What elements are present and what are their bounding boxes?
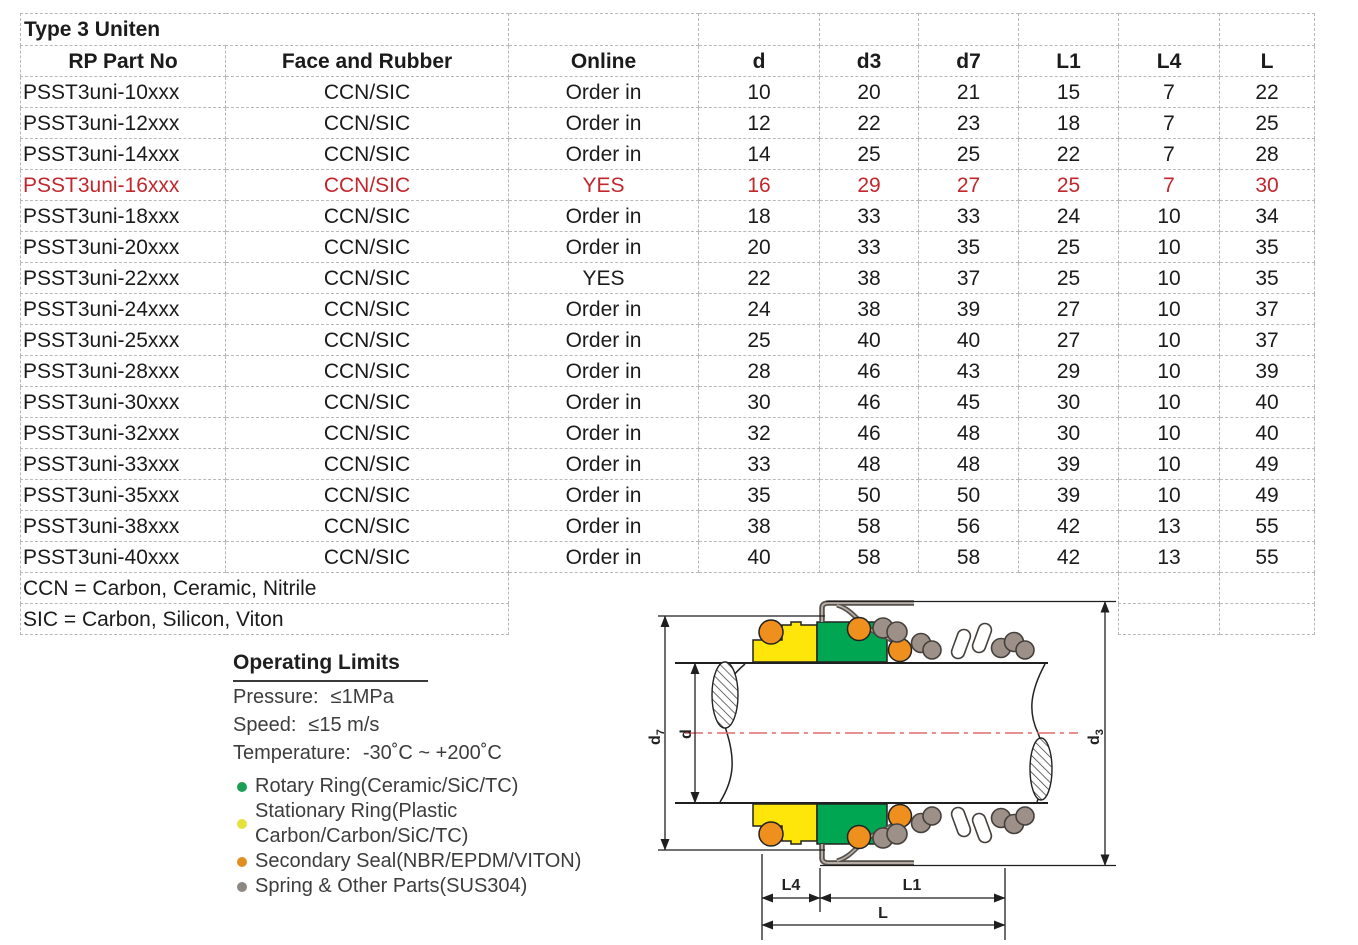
cell-face-rubber: CCN/SIC [226, 418, 509, 449]
cell-d7: 58 [919, 542, 1019, 573]
cell-part-no: PSST3uni-25xxx [21, 325, 226, 356]
table-row [21, 449, 1315, 480]
cell-L4: 10 [1119, 201, 1220, 232]
legend-item [233, 774, 663, 799]
column-header: RP Part No [21, 46, 226, 77]
cell-L4: 10 [1119, 232, 1220, 263]
cell-face-rubber: CCN/SIC [226, 232, 509, 263]
cell-part-no: PSST3uni-24xxx [21, 294, 226, 325]
dim-label-L4: L4 [781, 877, 801, 894]
cell-L4: 7 [1119, 139, 1220, 170]
cell-d3: 22 [820, 108, 919, 139]
cell-L: 49 [1220, 449, 1315, 480]
cell-part-no: PSST3uni-12xxx [21, 108, 226, 139]
note-sic: SIC = Carbon, Silicon, Viton [21, 604, 509, 635]
cell-face-rubber: CCN/SIC [226, 511, 509, 542]
table-row [21, 325, 1315, 356]
table-row [21, 387, 1315, 418]
legend-label: Secondary Seal(NBR/EPDM/VITON) [255, 850, 582, 872]
spec-table-section [20, 13, 1315, 635]
cell-online-status: Order in [509, 139, 699, 170]
cell-L1: 15 [1019, 77, 1119, 108]
break-hatch-left [712, 662, 738, 728]
cell-L4: 10 [1119, 294, 1220, 325]
cell-d: 32 [699, 418, 820, 449]
cell-L4: 7 [1119, 108, 1220, 139]
legend-bullet-icon [237, 857, 247, 867]
pressure-line [233, 684, 663, 710]
cell-L: 34 [1220, 201, 1315, 232]
cell-L4: 10 [1119, 325, 1220, 356]
cell-part-no: PSST3uni-30xxx [21, 387, 226, 418]
cell-L: 25 [1220, 108, 1315, 139]
cell-d: 30 [699, 387, 820, 418]
cell-L: 55 [1220, 511, 1315, 542]
cell-L4: 10 [1119, 449, 1220, 480]
table-row [21, 232, 1315, 263]
cell-part-no: PSST3uni-14xxx [21, 139, 226, 170]
cell-d7: 40 [919, 325, 1019, 356]
legend-label: Spring & Other Parts(SUS304) [255, 875, 528, 897]
cell-online-status: Order in [509, 232, 699, 263]
cell-L1: 27 [1019, 294, 1119, 325]
cell-L1: 42 [1019, 542, 1119, 573]
seal-assembly [753, 603, 1034, 662]
operating-limits-heading: Operating Limits [233, 651, 428, 682]
cell-d3: 33 [820, 232, 919, 263]
legend-item [233, 799, 663, 849]
cell-d: 28 [699, 356, 820, 387]
seal-cross-section-diagram [630, 592, 1160, 945]
table-row [21, 511, 1315, 542]
cell-part-no: PSST3uni-40xxx [21, 542, 226, 573]
legend-item [233, 849, 663, 874]
cell-face-rubber: CCN/SIC [226, 325, 509, 356]
dim-label-d: d [678, 729, 695, 739]
cell-online-status: Order in [509, 108, 699, 139]
cell-d3: 46 [820, 418, 919, 449]
cell-d: 24 [699, 294, 820, 325]
cell-face-rubber: CCN/SIC [226, 201, 509, 232]
cell-d7: 48 [919, 418, 1019, 449]
cell-L: 49 [1220, 480, 1315, 511]
cell-d: 10 [699, 77, 820, 108]
cell-d: 25 [699, 325, 820, 356]
cell-part-no: PSST3uni-28xxx [21, 356, 226, 387]
cell-d7: 50 [919, 480, 1019, 511]
cell-part-no: PSST3uni-35xxx [21, 480, 226, 511]
cell-face-rubber: CCN/SIC [226, 170, 509, 201]
cell-online-status: Order in [509, 77, 699, 108]
cell-d3: 25 [820, 139, 919, 170]
cell-L1: 27 [1019, 325, 1119, 356]
cell-online-status: Order in [509, 511, 699, 542]
cell-face-rubber: CCN/SIC [226, 480, 509, 511]
temperature-value: -30˚C ~ +200˚C [362, 742, 502, 764]
dim-label-d7: $d_7$ [647, 729, 667, 745]
cell-d: 16 [699, 170, 820, 201]
legend-label: Stationary Ring(Plastic Carbon/Carbon/SiC/TC) [255, 800, 469, 847]
cell-online-status: Order in [509, 418, 699, 449]
legend-bullet-icon [237, 882, 247, 892]
cell-L1: 24 [1019, 201, 1119, 232]
cell-online-status: Order in [509, 542, 699, 573]
cell-L4: 10 [1119, 387, 1220, 418]
operating-limits-panel [233, 651, 663, 899]
cell-L: 55 [1220, 542, 1315, 573]
cell-L: 22 [1220, 77, 1315, 108]
cell-online-status: Order in [509, 387, 699, 418]
break-hatch-right [1030, 738, 1052, 800]
cell-d7: 37 [919, 263, 1019, 294]
cell-d7: 56 [919, 511, 1019, 542]
table-row [21, 170, 1315, 201]
cell-d: 35 [699, 480, 820, 511]
legend-label: Rotary Ring(Ceramic/SiC/TC) [255, 775, 519, 797]
cell-d7: 48 [919, 449, 1019, 480]
temperature-line [233, 740, 663, 766]
column-header: Online [509, 46, 699, 77]
cell-face-rubber: CCN/SIC [226, 294, 509, 325]
table-title-row [21, 14, 1315, 46]
cell-face-rubber: CCN/SIC [226, 263, 509, 294]
legend-bullet-icon [237, 819, 247, 829]
cell-L: 40 [1220, 387, 1315, 418]
table-row [21, 480, 1315, 511]
cell-L1: 30 [1019, 418, 1119, 449]
cell-L4: 7 [1119, 77, 1220, 108]
cell-L4: 13 [1119, 542, 1220, 573]
cell-L4: 10 [1119, 263, 1220, 294]
cell-d: 40 [699, 542, 820, 573]
table-row [21, 77, 1315, 108]
cell-online-status: Order in [509, 294, 699, 325]
column-header: d [699, 46, 820, 77]
pressure-label: Pressure: [233, 686, 319, 708]
cell-online-status: YES [509, 263, 699, 294]
cell-part-no: PSST3uni-10xxx [21, 77, 226, 108]
cell-L: 40 [1220, 418, 1315, 449]
cell-d3: 46 [820, 387, 919, 418]
cell-L1: 39 [1019, 480, 1119, 511]
speed-label: Speed: [233, 714, 297, 736]
cell-L: 35 [1220, 232, 1315, 263]
table-row [21, 201, 1315, 232]
cell-L1: 25 [1019, 263, 1119, 294]
cell-part-no: PSST3uni-22xxx [21, 263, 226, 294]
cell-L1: 30 [1019, 387, 1119, 418]
table-row [21, 542, 1315, 573]
table-body [21, 77, 1315, 573]
table-row [21, 139, 1315, 170]
cell-L: 30 [1220, 170, 1315, 201]
cell-d3: 38 [820, 263, 919, 294]
cell-d3: 58 [820, 511, 919, 542]
cell-d7: 27 [919, 170, 1019, 201]
cell-L1: 42 [1019, 511, 1119, 542]
cell-online-status: Order in [509, 480, 699, 511]
cell-d3: 48 [820, 449, 919, 480]
table-header-row [21, 46, 1315, 77]
dim-label-L: L [878, 905, 888, 922]
cell-d7: 33 [919, 201, 1019, 232]
cell-part-no: PSST3uni-16xxx [21, 170, 226, 201]
cell-d3: 58 [820, 542, 919, 573]
page-title: Type 3 Uniten [21, 14, 509, 46]
cell-L4: 7 [1119, 170, 1220, 201]
cell-part-no: PSST3uni-33xxx [21, 449, 226, 480]
cell-part-no: PSST3uni-20xxx [21, 232, 226, 263]
speed-value: ≤15 m/s [308, 714, 380, 736]
cell-part-no: PSST3uni-32xxx [21, 418, 226, 449]
cell-d7: 21 [919, 77, 1019, 108]
temperature-label: Temperature: [233, 742, 351, 764]
cell-L4: 10 [1119, 418, 1220, 449]
dim-label-d3: $d_3$ [1086, 729, 1106, 745]
cell-L: 39 [1220, 356, 1315, 387]
column-header: L4 [1119, 46, 1220, 77]
cell-d7: 35 [919, 232, 1019, 263]
cell-online-status: Order in [509, 325, 699, 356]
cell-d: 12 [699, 108, 820, 139]
cell-online-status: Order in [509, 356, 699, 387]
table-row [21, 356, 1315, 387]
cell-L1: 29 [1019, 356, 1119, 387]
column-header: Face and Rubber [226, 46, 509, 77]
cell-d7: 43 [919, 356, 1019, 387]
legend-item [233, 874, 663, 899]
cell-face-rubber: CCN/SIC [226, 449, 509, 480]
note-ccn: CCN = Carbon, Ceramic, Nitrile [21, 573, 509, 604]
cell-d7: 23 [919, 108, 1019, 139]
cell-part-no: PSST3uni-18xxx [21, 201, 226, 232]
cell-d7: 45 [919, 387, 1019, 418]
pressure-value: ≤1MPa [330, 686, 394, 708]
cell-L1: 39 [1019, 449, 1119, 480]
cell-L1: 25 [1019, 232, 1119, 263]
cell-d3: 50 [820, 480, 919, 511]
cell-face-rubber: CCN/SIC [226, 108, 509, 139]
materials-legend [233, 774, 663, 899]
cell-d: 18 [699, 201, 820, 232]
cell-face-rubber: CCN/SIC [226, 77, 509, 108]
cell-d3: 29 [820, 170, 919, 201]
cell-face-rubber: CCN/SIC [226, 387, 509, 418]
cell-part-no: PSST3uni-38xxx [21, 511, 226, 542]
dim-label-L1: L1 [902, 877, 922, 894]
cell-d3: 33 [820, 201, 919, 232]
cell-online-status: YES [509, 170, 699, 201]
cell-online-status: Order in [509, 201, 699, 232]
spec-table [20, 13, 1315, 635]
cell-L: 37 [1220, 294, 1315, 325]
column-header: L [1220, 46, 1315, 77]
table-row [21, 263, 1315, 294]
cell-L4: 10 [1119, 356, 1220, 387]
cell-d3: 46 [820, 356, 919, 387]
speed-line [233, 712, 663, 738]
table-row [21, 108, 1315, 139]
cell-L1: 22 [1019, 139, 1119, 170]
legend-bullet-icon [237, 782, 247, 792]
cell-face-rubber: CCN/SIC [226, 542, 509, 573]
column-header: d3 [820, 46, 919, 77]
cell-d: 38 [699, 511, 820, 542]
cell-L4: 13 [1119, 511, 1220, 542]
cell-d7: 39 [919, 294, 1019, 325]
cell-d: 33 [699, 449, 820, 480]
cell-online-status: Order in [509, 449, 699, 480]
cell-face-rubber: CCN/SIC [226, 139, 509, 170]
cell-d: 22 [699, 263, 820, 294]
cell-d3: 40 [820, 325, 919, 356]
cell-L4: 10 [1119, 480, 1220, 511]
cell-d: 20 [699, 232, 820, 263]
cell-L1: 18 [1019, 108, 1119, 139]
table-row [21, 418, 1315, 449]
cell-d7: 25 [919, 139, 1019, 170]
cell-L: 35 [1220, 263, 1315, 294]
cell-L: 28 [1220, 139, 1315, 170]
cell-face-rubber: CCN/SIC [226, 356, 509, 387]
cell-L: 37 [1220, 325, 1315, 356]
table-row [21, 294, 1315, 325]
cell-L1: 25 [1019, 170, 1119, 201]
cell-d: 14 [699, 139, 820, 170]
cell-d3: 20 [820, 77, 919, 108]
cell-d3: 38 [820, 294, 919, 325]
column-header: L1 [1019, 46, 1119, 77]
column-header: d7 [919, 46, 1019, 77]
